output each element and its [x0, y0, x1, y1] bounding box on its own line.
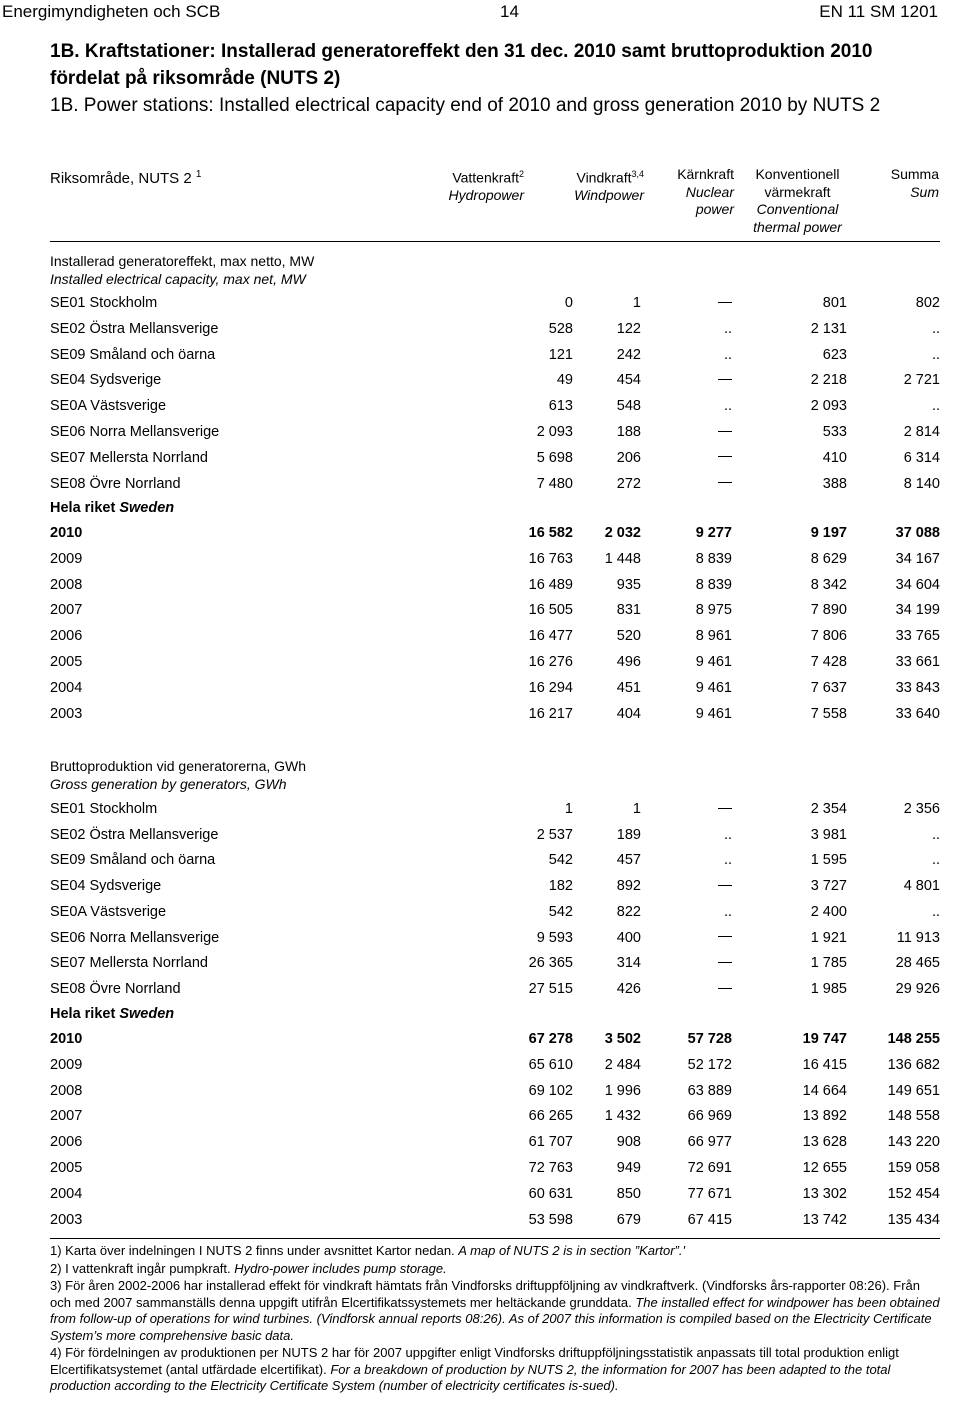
hydro-cell: 2 093: [536, 424, 573, 440]
wind-cell: 189: [616, 826, 641, 843]
thermal-cell: 13 302: [802, 1185, 847, 1202]
hydro-cell: 16 477: [528, 628, 573, 645]
footnote-3-sv: 3) För åren 2002-2006 har installerad effekt för vindkraft hämtats från Vindforsks driftuppföljning av vindkraftverk. (Vindforsks års-rapporter 08:26). Från och med 2007 sammanställs denna uppgift utifrån Elcertifikatssystemets mer heltäckande grunddata.: [50, 1278, 920, 1310]
table-row: [50, 602, 940, 622]
thermal-cell: 623: [822, 346, 847, 363]
table-row: [50, 852, 940, 872]
table-row: [50, 1083, 940, 1103]
hydro-cell: 182: [548, 878, 573, 895]
thermal-cell: 16 415: [802, 1056, 847, 1073]
table-row: [50, 1160, 940, 1180]
hydro-cell: 16 294: [528, 679, 573, 696]
sum-cell: 152 454: [887, 1185, 940, 1202]
hydro-cell: 16 489: [528, 576, 573, 593]
row-label: 2006: [50, 1134, 83, 1151]
row-label: SE09 Småland och öarna: [50, 852, 216, 869]
nuclear-cell: [718, 878, 732, 894]
hydro-cell: 66 265: [528, 1108, 573, 1125]
nuclear-column-header: [650, 166, 734, 219]
table-row: [50, 372, 940, 392]
row-label: 2008: [50, 1082, 83, 1099]
table-row: [50, 398, 940, 418]
thermal-cell: 1 785: [810, 955, 847, 972]
sweden-label: Sweden: [119, 1006, 175, 1022]
hydro-cell: 542: [548, 903, 573, 920]
sum-cell: ..: [931, 852, 940, 869]
nuclear-cell: 67 415: [687, 1211, 732, 1228]
table-title-swedish: 1B. Kraftstationer: Installerad generatoreffekt den 31 dec. 2010 samt bruttoproduktion 2010 fördelat på riksområde (NUTS 2): [50, 41, 873, 89]
hydro-cell: 61 707: [528, 1134, 573, 1151]
nuclear-cell: [718, 372, 732, 388]
wind-cell: 2 032: [604, 525, 641, 541]
row-label: SE0A Västsverige: [50, 398, 167, 415]
wind-cell: 2 484: [604, 1056, 641, 1073]
hydro-cell: 7 480: [536, 475, 573, 492]
thermal-cell: 1 985: [810, 980, 847, 997]
hydro-cell: 16 276: [528, 654, 573, 670]
hydro-cell: 5 698: [536, 449, 573, 466]
row-label: 2005: [50, 654, 83, 670]
hydro-cell: 542: [548, 852, 573, 869]
sum-cell: 34 199: [895, 602, 940, 619]
hydro-cell: 16 217: [528, 705, 573, 722]
table-bottom-rule: [50, 1238, 940, 1239]
region-column-header: [50, 166, 201, 188]
wind-cell: 679: [616, 1211, 641, 1228]
report-code: EN 11 SM 1201: [819, 2, 938, 21]
wind-cell: 206: [616, 449, 641, 466]
hydro-cell: 16 763: [528, 550, 573, 567]
row-label: SE09 Småland och öarna: [50, 346, 216, 363]
thermal-cell: 2 218: [810, 372, 847, 389]
nuclear-cell: 8 975: [695, 602, 732, 619]
nuclear-cell: 52 172: [687, 1056, 732, 1073]
nuclear-cell: [718, 476, 732, 492]
hydro-cell: 2 537: [536, 826, 573, 843]
wind-cell: 457: [616, 852, 641, 869]
hela-riket-label: Hela riket: [50, 500, 116, 516]
nuclear-cell: [718, 295, 732, 311]
sum-cell: 6 314: [903, 449, 940, 466]
nuclear-cell: ..: [723, 903, 732, 920]
wind-cell: 949: [616, 1160, 641, 1176]
wind-cell: 850: [616, 1185, 641, 1202]
dash-mark: [718, 456, 732, 457]
wind-cell: 548: [616, 398, 641, 415]
wind-cell: 242: [616, 346, 641, 363]
nuclear-cell: 72 691: [687, 1160, 732, 1176]
thermal-cell: 19 747: [802, 1031, 847, 1047]
nuclear-cell: [718, 801, 732, 817]
hydro-cell: 53 598: [528, 1211, 573, 1228]
sum-cell: 34 604: [895, 576, 940, 593]
table-row: [50, 981, 940, 1001]
wind-cell: 188: [616, 424, 641, 440]
sum-cell: 33 765: [895, 628, 940, 645]
nuclear-label-sv: Kärnkraft: [677, 166, 734, 182]
thermal-cell: 12 655: [802, 1160, 847, 1176]
dash-mark: [718, 988, 732, 989]
thermal-label-sv: Konventionell: [755, 166, 840, 182]
hydro-cell: 121: [548, 346, 573, 363]
wind-cell: 1: [632, 295, 641, 311]
dash-mark: [718, 302, 732, 303]
row-label: SE01 Stockholm: [50, 295, 158, 311]
wind-cell: 314: [616, 955, 641, 972]
thermal-cell: 533: [822, 424, 847, 440]
nuclear-cell: 66 969: [687, 1108, 732, 1125]
row-label: SE07 Mellersta Norrland: [50, 449, 208, 466]
table-row: [50, 551, 940, 571]
sum-cell: ..: [931, 826, 940, 843]
thermal-cell: 9 197: [810, 525, 847, 541]
sum-cell: 28 465: [895, 955, 940, 972]
table-row: [50, 476, 940, 496]
wind-cell: 3 502: [604, 1031, 641, 1047]
generation-sweden-heading: [50, 1006, 174, 1022]
row-label: 2003: [50, 705, 83, 722]
dash-mark: [718, 431, 732, 432]
thermal-cell: 13 628: [802, 1134, 847, 1151]
row-label: 2005: [50, 1160, 83, 1176]
footnote-4-sv: 4) För fördelningen av produktionen per NUTS 2 har för 2007 uppgifter enligt Vindforsks driftuppföljningsstatistik anpassats till total produktion enligt Elcertifikatsystemet (antal utfärdade elcertifikat).: [50, 1345, 899, 1377]
thermal-cell: 388: [822, 475, 847, 492]
wind-cell: 272: [616, 475, 641, 492]
thermal-label-en: Conventional: [756, 201, 839, 217]
sum-cell: 8 140: [903, 475, 940, 492]
row-label: 2004: [50, 1185, 83, 1202]
thermal-cell: 8 342: [810, 576, 847, 593]
thermal-cell: 13 742: [802, 1211, 847, 1228]
hydro-cell: 60 631: [528, 1185, 573, 1202]
footnote-4: [50, 1345, 940, 1395]
nuclear-cell: ..: [723, 826, 732, 843]
sum-cell: 33 661: [895, 654, 940, 670]
sum-cell: 159 058: [887, 1160, 940, 1176]
sum-cell: 802: [915, 295, 940, 311]
row-label: 2004: [50, 679, 83, 696]
nuclear-cell: 9 461: [695, 679, 732, 696]
sum-label-en: Sum: [910, 183, 939, 200]
thermal-cell: 2 354: [810, 801, 847, 817]
footnote-2-sv: 2) I vattenkraft ingår pumpkraft.: [50, 1260, 235, 1276]
footnote-3: [50, 1278, 940, 1344]
row-label: 2010: [50, 1031, 83, 1047]
row-label: 2003: [50, 1211, 83, 1228]
nuclear-cell: 8 839: [695, 550, 732, 567]
sum-cell: 29 926: [895, 980, 940, 997]
sum-cell: 33 843: [895, 679, 940, 696]
thermal-cell: 1 595: [810, 852, 847, 869]
hydro-cell: 26 365: [528, 955, 573, 972]
table-row: [50, 801, 940, 821]
wind-cell: 404: [616, 705, 641, 722]
table-row: [50, 904, 940, 924]
thermal-cell: 7 558: [810, 705, 847, 722]
nuclear-cell: [718, 424, 732, 440]
hydro-cell: 0: [564, 295, 573, 311]
thermal-cell: 7 890: [810, 602, 847, 619]
hydro-cell: 16 582: [528, 525, 573, 541]
table-row: [50, 1186, 940, 1206]
thermal-cell: 8 629: [810, 550, 847, 567]
sum-cell: ..: [931, 346, 940, 363]
thermal-label-sv-2: värmekraft: [764, 183, 831, 200]
table-row: [50, 1108, 940, 1128]
nuclear-cell: [718, 930, 732, 946]
table-row: [50, 295, 940, 315]
wind-cell: 426: [616, 980, 641, 997]
nuclear-cell: 66 977: [687, 1134, 732, 1151]
table-row: [50, 1057, 940, 1077]
nuclear-cell: ..: [723, 398, 732, 415]
row-label: 2007: [50, 602, 83, 619]
sum-cell: 2 721: [903, 372, 940, 389]
thermal-cell: 3 727: [810, 878, 847, 895]
row-label: SE02 Östra Mellansverige: [50, 826, 219, 843]
table-row: [50, 450, 940, 470]
nuclear-cell: ..: [723, 346, 732, 363]
dash-mark: [718, 885, 732, 886]
wind-cell: 520: [616, 628, 641, 645]
hydro-cell: 528: [548, 320, 573, 337]
sum-cell: 135 434: [887, 1211, 940, 1228]
table-row: [50, 628, 940, 648]
row-label: 2009: [50, 1056, 83, 1073]
sum-cell: ..: [931, 903, 940, 920]
row-label: 2006: [50, 628, 83, 645]
nuclear-cell: 8 839: [695, 576, 732, 593]
hydro-column-header: [420, 166, 524, 205]
generation-section-title: [50, 757, 306, 793]
sum-cell: ..: [931, 320, 940, 337]
table-title-english: 1B. Power stations: Installed electrical capacity end of 2010 and gross generation 2010 by NUTS 2: [50, 95, 881, 116]
thermal-cell: 7 428: [810, 654, 847, 670]
row-label: SE08 Övre Norrland: [50, 980, 181, 997]
footnote-1-en: A map of NUTS 2 is in section ”Kartor”.': [458, 1243, 685, 1258]
nuclear-cell: 77 671: [687, 1185, 732, 1202]
publisher-text: Energimyndigheten och SCB: [2, 2, 221, 21]
sum-label-sv: Summa: [890, 166, 939, 182]
footnote-4-en: For a breakdown of production by NUTS 2, the information for 2007 has been adapted to the total production according to the Electricity Certificate System (number of electricity certificates is-sued).: [50, 1361, 891, 1393]
hydro-cell: 27 515: [528, 980, 573, 997]
sum-cell: 148 255: [887, 1031, 940, 1047]
table-row: [50, 347, 940, 367]
capacity-title-en: Installed electrical capacity, max net, MW: [50, 271, 306, 287]
thermal-cell: 2 093: [810, 398, 847, 415]
row-label: SE06 Norra Mellansverige: [50, 929, 220, 946]
nuclear-cell: ..: [723, 320, 732, 337]
footnotes: [50, 1243, 940, 1396]
hydro-cell: 16 505: [528, 602, 573, 619]
wind-cell: 908: [616, 1134, 641, 1151]
sum-cell: 136 682: [887, 1056, 940, 1073]
region-header-footnote: 1: [195, 169, 202, 180]
nuclear-cell: ..: [723, 852, 732, 869]
region-header-label: Riksområde, NUTS 2: [50, 170, 192, 187]
dash-mark: [718, 962, 732, 963]
thermal-cell: 801: [822, 295, 847, 311]
capacity-title-sv: Installerad generatoreffekt, max netto, MW: [50, 253, 315, 269]
row-label: SE01 Stockholm: [50, 801, 158, 817]
hydro-cell: 67 278: [528, 1031, 573, 1047]
wind-cell: 400: [616, 929, 641, 946]
thermal-cell: 7 637: [810, 679, 847, 696]
table-row: [50, 878, 940, 898]
nuclear-cell: [718, 450, 732, 466]
hydro-cell: 69 102: [528, 1082, 573, 1099]
sum-column-header: [860, 166, 939, 201]
sum-cell: 33 640: [895, 705, 940, 722]
wind-cell: 496: [616, 654, 641, 670]
thermal-column-header: [735, 166, 860, 236]
hydro-cell: 613: [548, 398, 573, 415]
thermal-cell: 1 921: [810, 929, 847, 946]
row-label: 2007: [50, 1108, 83, 1125]
table-row: [50, 1212, 940, 1232]
wind-label-en: Windpower: [574, 187, 644, 204]
sum-cell: 148 558: [887, 1108, 940, 1125]
page-number: 14: [500, 2, 519, 21]
nuclear-cell: 9 461: [695, 654, 732, 670]
nuclear-label-en-2: power: [695, 201, 734, 217]
row-label: 2010: [50, 525, 83, 541]
hydro-cell: 1: [564, 801, 573, 817]
wind-label-sv: Vindkraft: [576, 169, 632, 186]
wind-cell: 1 432: [604, 1108, 641, 1125]
hydro-footnote: 2: [518, 169, 524, 179]
thermal-cell: 2 131: [810, 320, 847, 337]
table-row: [50, 680, 940, 700]
row-label: 2009: [50, 550, 83, 567]
table-row: [50, 577, 940, 597]
wind-cell: 831: [616, 602, 641, 619]
page-header: [0, 0, 960, 26]
row-label: 2008: [50, 576, 83, 593]
wind-column-header: [540, 166, 644, 205]
thermal-cell: 7 806: [810, 628, 847, 645]
row-label: SE06 Norra Mellansverige: [50, 424, 220, 440]
sum-cell: 4 801: [903, 878, 940, 895]
wind-footnote: 3,4: [631, 169, 644, 179]
dash-mark: [718, 379, 732, 380]
footnote-3-en: The installed effect for windpower has been obtained from follow-up of operations for wind turbines. (Vindforsk annual reports 08:26). As of 2007 this information is compiled based on the Electricity Certificate System’s more comprehensive basic data.: [50, 1294, 940, 1343]
dash-mark: [718, 808, 732, 809]
nuclear-cell: [718, 981, 732, 997]
wind-cell: 1 996: [604, 1082, 641, 1099]
thermal-cell: 13 892: [802, 1108, 847, 1125]
sweden-label: Sweden: [119, 500, 175, 516]
footnote-2: [50, 1261, 940, 1278]
hydro-cell: 72 763: [528, 1160, 573, 1176]
table-row: [50, 827, 940, 847]
sum-cell: 37 088: [895, 525, 940, 541]
wind-cell: 122: [616, 320, 641, 337]
nuclear-cell: 57 728: [687, 1031, 732, 1047]
hydro-cell: 9 593: [536, 929, 573, 946]
thermal-label-en-2: thermal power: [753, 218, 842, 235]
dash-mark: [718, 936, 732, 937]
row-label: SE07 Mellersta Norrland: [50, 955, 208, 972]
hela-riket-label: Hela riket: [50, 1006, 116, 1022]
row-label: SE04 Sydsverige: [50, 372, 162, 389]
dash-mark: [718, 482, 732, 483]
sum-cell: 143 220: [887, 1134, 940, 1151]
sum-cell: 2 814: [903, 424, 940, 440]
footnote-2-en: Hydro-power includes pump storage.: [234, 1260, 447, 1276]
sum-cell: 11 913: [896, 929, 940, 946]
capacity-sweden-heading: [50, 500, 174, 516]
generation-title-en: Gross generation by generators, GWh: [50, 776, 287, 792]
footnote-1-sv: 1) Karta över indelningen I NUTS 2 finns under avsnittet Kartor nedan.: [50, 1243, 459, 1258]
hydro-label-en: Hydropower: [448, 187, 524, 204]
nuclear-label-en: Nuclear: [685, 183, 734, 200]
wind-cell: 454: [616, 372, 641, 389]
hydro-cell: 49: [556, 372, 573, 389]
thermal-cell: 14 664: [802, 1082, 847, 1099]
table-row: [50, 930, 940, 950]
table-row: [50, 1031, 940, 1051]
sum-cell: 149 651: [887, 1082, 940, 1099]
nuclear-cell: 9 461: [695, 705, 732, 722]
wind-cell: 892: [616, 878, 641, 895]
wind-cell: 1: [632, 801, 641, 817]
wind-cell: 451: [616, 679, 641, 696]
table-row: [50, 424, 940, 444]
sum-cell: 2 356: [903, 801, 940, 817]
hydro-cell: 65 610: [528, 1056, 573, 1073]
table-row: [50, 654, 940, 674]
nuclear-cell: [718, 955, 732, 971]
nuclear-cell: 9 277: [695, 525, 732, 541]
row-label: SE08 Övre Norrland: [50, 475, 181, 492]
thermal-cell: 410: [822, 449, 847, 466]
nuclear-cell: 63 889: [687, 1082, 732, 1099]
table-row: [50, 706, 940, 726]
table-row: [50, 321, 940, 341]
capacity-section-title: [50, 252, 314, 288]
nuclear-cell: 8 961: [695, 628, 732, 645]
table-row: [50, 955, 940, 975]
thermal-cell: 3 981: [810, 826, 847, 843]
wind-cell: 935: [616, 576, 641, 593]
thermal-cell: 2 400: [810, 903, 847, 920]
table-row: [50, 1134, 940, 1154]
footnote-1: [50, 1243, 940, 1260]
row-label: SE0A Västsverige: [50, 903, 167, 920]
row-label: SE02 Östra Mellansverige: [50, 320, 219, 337]
hydro-label-sv: Vattenkraft: [452, 169, 519, 186]
wind-cell: 822: [616, 903, 641, 920]
generation-title-sv: Bruttoproduktion vid generatorerna, GWh: [50, 758, 307, 774]
row-label: SE04 Sydsverige: [50, 878, 162, 895]
header-rule: [50, 241, 940, 242]
wind-cell: 1 448: [604, 550, 641, 567]
sum-cell: 34 167: [895, 550, 940, 567]
table-row: [50, 525, 940, 545]
sum-cell: ..: [931, 398, 940, 415]
